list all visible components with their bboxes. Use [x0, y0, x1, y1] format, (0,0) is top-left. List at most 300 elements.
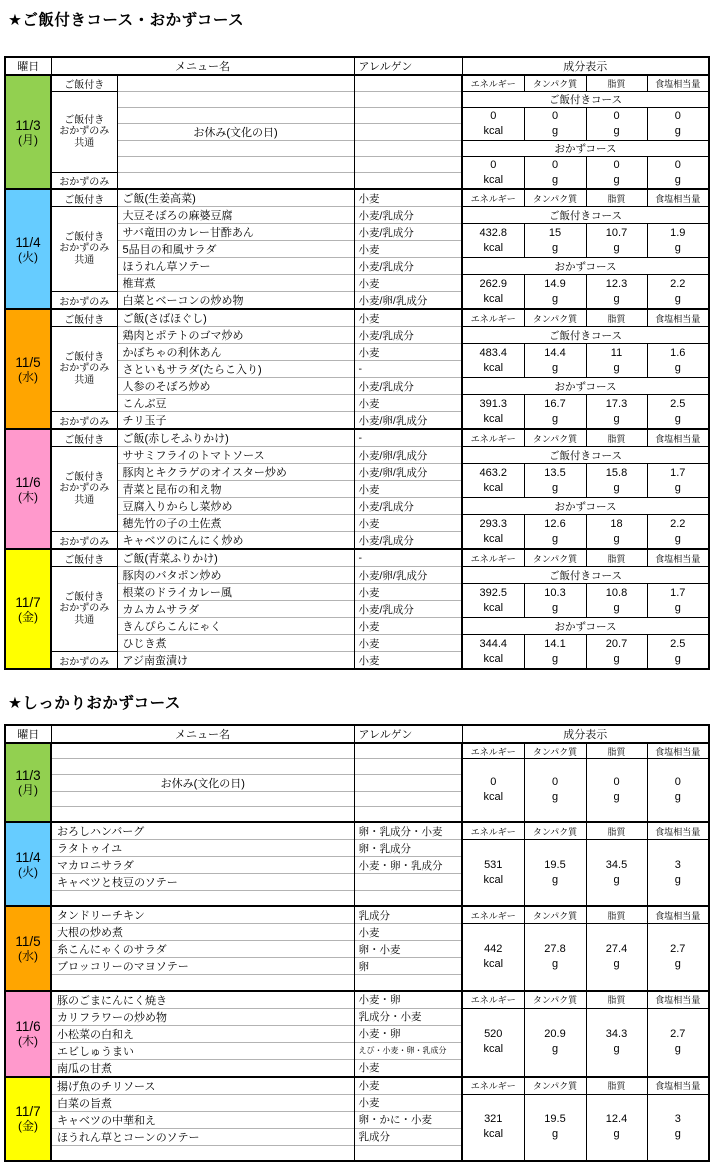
table-row: [5, 207, 709, 224]
value-unit: kcal: [483, 173, 504, 186]
nutrition-value-cell: [586, 840, 647, 907]
value-unit: g: [674, 532, 681, 545]
course1-label-cell: ご飯付きコース: [462, 567, 709, 584]
menu-cell: ご飯(生姜高菜): [117, 189, 354, 207]
menu-cell: [51, 759, 354, 775]
value-unit: g: [551, 791, 559, 804]
day-weekday: (水): [18, 369, 38, 384]
menu-cell: 大根の炒め煮: [51, 924, 354, 941]
menu-cell: ひじき煮: [117, 635, 354, 652]
table-row: [5, 429, 709, 447]
nutrition-value-cell: [647, 157, 709, 190]
nutrition-header-cell: タンパク質: [524, 743, 586, 759]
nutrition-value-cell: [462, 108, 524, 141]
allergen-cell: 卵・かに・小麦: [354, 1111, 462, 1128]
day-date: 11/5: [15, 354, 41, 370]
value-unit: kcal: [483, 958, 504, 971]
menu-cell: 人参のそぼろ炒め: [117, 378, 354, 395]
nutrition-value-cell: [524, 395, 586, 430]
day-weekday: (月): [18, 132, 38, 147]
table-row: [5, 1094, 709, 1111]
nutrition-value-cell: [524, 275, 586, 310]
value-unit: kcal: [483, 652, 504, 665]
value-unit: g: [613, 873, 620, 886]
category-cell-okazu: おかずのみ: [51, 652, 117, 670]
nutrition-header-cell: 食塩相当量: [647, 906, 709, 924]
holiday-cell: お休み(文化の日): [117, 124, 354, 141]
day-cell: [5, 822, 51, 906]
nutrition-value-cell: [647, 840, 709, 907]
nutrition-value-cell: [586, 759, 647, 823]
value-number: 293.3: [479, 517, 508, 530]
value-unit: g: [674, 652, 681, 665]
allergen-cell: -: [354, 549, 462, 567]
value-unit: g: [613, 292, 620, 305]
allergen-cell: 小麦: [354, 584, 462, 601]
value-number: 10.3: [544, 586, 566, 599]
table-row: [5, 1077, 709, 1095]
course2-label-cell: おかずコース: [462, 378, 709, 395]
nutrition-header-cell: エネルギー: [462, 189, 524, 207]
value-unit: g: [613, 241, 620, 254]
day-cell: [5, 1077, 51, 1161]
value-unit: g: [613, 601, 620, 614]
menu-cell: きんぴらこんにゃく: [117, 618, 354, 635]
menu-cell: ほうれん草とコーンのソテー: [51, 1128, 354, 1145]
day-weekday: (火): [18, 864, 38, 879]
value-unit: g: [674, 125, 681, 137]
allergen-cell: 小麦/卵/乳成分: [354, 412, 462, 430]
value-number: 0: [613, 776, 620, 789]
nutrition-header-cell: エネルギー: [462, 75, 524, 92]
course1-label-cell: ご飯付きコース: [462, 447, 709, 464]
nutrition-header-cell: タンパク質: [524, 822, 586, 840]
menu-cell: 糸こんにゃくのサラダ: [51, 941, 354, 958]
value-number: 531: [484, 858, 503, 871]
value-unit: kcal: [483, 125, 504, 137]
menu-cell: 豚のごまにんにく焼き: [51, 991, 354, 1009]
category-line: おかずのみ: [59, 603, 110, 615]
day-date: 11/5: [15, 934, 41, 950]
menu-cell: おろしハンバーグ: [51, 822, 354, 840]
allergen-cell: 卵・乳成分・小麦: [354, 822, 462, 840]
nutrition-value-cell: [462, 759, 524, 823]
value-number: 392.5: [479, 586, 508, 599]
value-unit: g: [613, 532, 620, 545]
nutrition-value-cell: [462, 1094, 524, 1161]
allergen-cell: 小麦: [354, 481, 462, 498]
value-unit: g: [613, 1128, 620, 1141]
menu-cell: 白菜の旨煮: [51, 1094, 354, 1111]
nutrition-value-cell: [586, 395, 647, 430]
value-number: 20.7: [605, 637, 628, 650]
course2-label-cell: おかずコース: [462, 498, 709, 515]
allergen-cell: 小麦: [354, 635, 462, 652]
nutrition-value-cell: [524, 515, 586, 550]
table-row: [5, 906, 709, 924]
category-cell-common: [51, 567, 117, 652]
nutrition-header-cell: 食塩相当量: [647, 822, 709, 840]
category-line: おかずのみ: [59, 483, 110, 495]
value-unit: g: [551, 125, 559, 137]
nutrition-value-cell: [647, 344, 709, 378]
table-row: [5, 743, 709, 759]
value-unit: g: [551, 361, 559, 374]
allergen-cell: [354, 759, 462, 775]
allergen-cell: 小麦・卵: [354, 991, 462, 1009]
value-number: 14.1: [544, 637, 566, 650]
day-date: 11/4: [15, 849, 41, 865]
allergen-cell: 小麦: [354, 344, 462, 361]
value-number: 2.5: [670, 397, 686, 410]
value-number: 1.7: [670, 466, 686, 479]
value-number: 0: [674, 110, 681, 122]
value-number: 520: [484, 1028, 503, 1041]
rice-okazu-course-table: [4, 56, 710, 670]
nutrition-value-cell: [524, 1008, 586, 1077]
day-cell: [5, 189, 51, 309]
value-number: 2.7: [670, 1028, 686, 1041]
table-row: [5, 822, 709, 840]
value-unit: g: [613, 1043, 620, 1056]
value-number: 20.9: [544, 1028, 566, 1041]
menu-cell: キャベツのにんにく炒め: [117, 532, 354, 550]
value-unit: kcal: [483, 791, 504, 804]
nutrition-value-cell: [647, 924, 709, 991]
nutrition-value-cell: [647, 464, 709, 498]
nutrition-value-cell: [462, 464, 524, 498]
value-unit: g: [674, 241, 681, 254]
value-unit: g: [674, 1128, 681, 1141]
day-cell: [5, 991, 51, 1077]
category-line: ご飯付き: [64, 114, 105, 126]
allergen-cell: [354, 141, 462, 157]
category-line: ご飯付き: [64, 351, 105, 363]
nutrition-value-cell: [586, 464, 647, 498]
nutrition-header-cell: タンパク質: [524, 906, 586, 924]
menu-cell: 根菜のドライカレー風: [117, 584, 354, 601]
menu-cell: [51, 791, 354, 807]
value-unit: g: [551, 1043, 559, 1056]
nutrition-header-cell: タンパク質: [524, 429, 586, 447]
nutrition-header-cell: エネルギー: [462, 309, 524, 327]
value-number: 3: [674, 858, 681, 871]
nutrition-value-cell: [462, 157, 524, 190]
menu-cell: 豆腐入りからし菜炒め: [117, 498, 354, 515]
course1-label-cell: ご飯付きコース: [462, 207, 709, 224]
value-unit: g: [551, 958, 559, 971]
menu-cell: ブロッコリーのマヨソテー: [51, 958, 354, 975]
allergen-cell: 小麦/乳成分: [354, 601, 462, 618]
menu-cell: 南瓜の甘煮: [51, 1059, 354, 1077]
value-number: 27.8: [544, 943, 566, 956]
allergen-cell: [354, 75, 462, 92]
category-line: 共通: [74, 494, 95, 506]
nutrition-header-cell: 食塩相当量: [647, 743, 709, 759]
nutrition-header-cell: 脂質: [586, 991, 647, 1009]
menu-cell: [117, 141, 354, 157]
nutrition-value-cell: [462, 515, 524, 550]
allergen-cell: [354, 157, 462, 173]
nutrition-header-cell: エネルギー: [462, 549, 524, 567]
allergen-cell: 小麦: [354, 652, 462, 670]
nutrition-value-cell: [586, 924, 647, 991]
value-number: 344.4: [479, 637, 508, 650]
nutrition-value-cell: [462, 224, 524, 258]
nutrition-header-cell: 食塩相当量: [647, 429, 709, 447]
allergen-cell: えび・小麦・卵・乳成分: [354, 1042, 462, 1059]
nutrition-value-cell: [462, 275, 524, 310]
nutrition-value-cell: [524, 157, 586, 190]
allergen-cell: [354, 791, 462, 807]
nutrition-header-cell: タンパク質: [524, 75, 586, 92]
table-row: [5, 189, 709, 207]
value-number: 0: [551, 776, 559, 789]
day-cell: [5, 549, 51, 669]
table-row: [5, 840, 709, 857]
table-row: [5, 549, 709, 567]
nutrition-header-cell: 食塩相当量: [647, 1077, 709, 1095]
table1-title: ★ご飯付きコース・おかずコース: [8, 12, 245, 29]
menu-cell: [117, 108, 354, 124]
value-unit: g: [674, 173, 681, 186]
menu-cell: こんぶ豆: [117, 395, 354, 412]
menu-cell: タンドリーチキン: [51, 906, 354, 924]
day-cell: [5, 429, 51, 549]
category-cell-rice: ご飯付き: [51, 189, 117, 207]
allergen-cell: 小麦/卵/乳成分: [354, 292, 462, 310]
nutrition-header-cell: 脂質: [586, 906, 647, 924]
allergen-cell: [354, 173, 462, 190]
allergen-cell: 小麦: [354, 1059, 462, 1077]
menu-cell: ラタトゥイユ: [51, 840, 354, 857]
menu-cell: カリフラワーの炒め物: [51, 1008, 354, 1025]
nutrition-value-cell: [524, 224, 586, 258]
table-row: [5, 57, 709, 75]
allergen-cell: 小麦: [354, 1094, 462, 1111]
value-unit: g: [674, 958, 681, 971]
value-number: 0: [613, 158, 620, 171]
value-number: 1.6: [670, 346, 686, 359]
day-cell: [5, 75, 51, 189]
nutrition-header-cell: エネルギー: [462, 991, 524, 1009]
menu-cell: 豚肉とキクラゲのオイスター炒め: [117, 464, 354, 481]
menu-cell: エビしゅうまい: [51, 1042, 354, 1059]
value-number: 2.5: [670, 637, 686, 650]
value-number: 442: [484, 943, 503, 956]
nutrition-value-cell: [524, 1094, 586, 1161]
value-number: 13.5: [544, 466, 566, 479]
shikkari-okazu-course-table: [4, 724, 710, 1162]
value-unit: g: [674, 361, 681, 374]
value-number: 0: [674, 776, 681, 789]
nutrition-header-cell: タンパク質: [524, 189, 586, 207]
allergen-cell: -: [354, 361, 462, 378]
value-number: 432.8: [479, 226, 508, 239]
value-number: 3: [674, 1113, 681, 1126]
menu-cell: ササミフライのトマトソース: [117, 447, 354, 464]
allergen-cell: 小麦: [354, 1077, 462, 1095]
menu-cell: カムカムサラダ: [117, 601, 354, 618]
allergen-cell: [354, 807, 462, 823]
allergen-cell: 小麦/乳成分: [354, 224, 462, 241]
table-row: [5, 991, 709, 1009]
nutrition-header-cell: 脂質: [586, 549, 647, 567]
allergen-cell: 卵・小麦: [354, 941, 462, 958]
table-row: [5, 1008, 709, 1025]
value-unit: g: [613, 652, 620, 665]
category-cell-okazu: おかずのみ: [51, 412, 117, 430]
nutrition-value-cell: [462, 635, 524, 670]
allergen-cell: [354, 975, 462, 991]
nutrition-value-cell: [462, 344, 524, 378]
allergen-cell: 乳成分: [354, 1128, 462, 1145]
value-number: 15: [548, 226, 562, 239]
value-number: 19.5: [544, 858, 566, 871]
value-unit: g: [674, 873, 681, 886]
allergen-cell: 乳成分: [354, 906, 462, 924]
menu-cell: さといもサラダ(たらこ入り): [117, 361, 354, 378]
nutrition-value-cell: [647, 1008, 709, 1077]
allergen-cell: [354, 891, 462, 907]
nutrition-value-cell: [647, 224, 709, 258]
nutrition-value-cell: [586, 1008, 647, 1077]
nutrition-header-cell: タンパク質: [524, 549, 586, 567]
nutrition-value-cell: [586, 635, 647, 670]
course2-label-cell: おかずコース: [462, 258, 709, 275]
allergen-cell: 小麦・卵・乳成分: [354, 857, 462, 874]
allergen-cell: 小麦: [354, 275, 462, 292]
menu-cell: チリ玉子: [117, 412, 354, 430]
value-number: 10.8: [605, 586, 628, 599]
table-row: [5, 759, 709, 775]
nutrition-header-cell: 脂質: [586, 1077, 647, 1095]
menu-cell: [51, 1145, 354, 1161]
nutrition-header-cell: 食塩相当量: [647, 991, 709, 1009]
value-number: 391.3: [479, 397, 508, 410]
menu-cell: [51, 891, 354, 907]
allergen-cell: [354, 124, 462, 141]
nutrition-header-cell: 食塩相当量: [647, 549, 709, 567]
table-row: [5, 567, 709, 584]
category-cell-rice: ご飯付き: [51, 309, 117, 327]
value-unit: g: [613, 173, 620, 186]
menu-cell: キャベツの中華和え: [51, 1111, 354, 1128]
nutrition-value-cell: [647, 1094, 709, 1161]
category-cell-common: [51, 447, 117, 532]
day-date: 11/6: [15, 1019, 41, 1035]
value-number: 0: [551, 110, 559, 122]
nutrition-header-cell: タンパク質: [524, 991, 586, 1009]
nutrition-value-cell: [462, 924, 524, 991]
nutrition-value-cell: [462, 840, 524, 907]
value-number: 17.3: [605, 397, 628, 410]
course2-label-cell: おかずコース: [462, 618, 709, 635]
value-unit: g: [674, 601, 681, 614]
day-weekday: (金): [18, 609, 38, 624]
value-unit: g: [551, 412, 559, 425]
nutrition-value-cell: [647, 759, 709, 823]
allergen-cell: 卵・乳成分: [354, 840, 462, 857]
value-number: 34.3: [605, 1028, 628, 1041]
category-line: 共通: [74, 614, 95, 626]
value-number: 16.7: [544, 397, 566, 410]
category-line: 共通: [74, 374, 95, 386]
menu-cell: ほうれん草ソテー: [117, 258, 354, 275]
nutrition-header-cell: 脂質: [586, 75, 647, 92]
allergen-cell: 小麦/卵/乳成分: [354, 567, 462, 584]
nutrition-header-cell: 脂質: [586, 743, 647, 759]
table-row: [5, 327, 709, 344]
value-unit: g: [551, 532, 559, 545]
table2-title: ★しっかりおかずコース: [8, 695, 181, 712]
allergen-cell: 小麦: [354, 515, 462, 532]
day-cell: [5, 743, 51, 822]
nutrition-header-cell: 食塩相当量: [647, 75, 709, 92]
day-weekday: (金): [18, 1119, 38, 1134]
value-number: 0: [551, 158, 559, 171]
nutrition-value-cell: [647, 584, 709, 618]
value-unit: kcal: [483, 601, 504, 614]
nutrition-value-cell: [647, 515, 709, 550]
nutrition-header-cell: 食塩相当量: [647, 309, 709, 327]
value-unit: kcal: [483, 873, 504, 886]
value-number: 12.4: [605, 1113, 628, 1126]
nutrition-value-cell: [462, 584, 524, 618]
value-number: 1.9: [670, 226, 686, 239]
menu-cell: [117, 157, 354, 173]
menu-cell: キャベツと枝豆のソテー: [51, 874, 354, 891]
value-unit: g: [674, 292, 681, 305]
value-unit: g: [613, 481, 620, 494]
nutrition-value-cell: [524, 108, 586, 141]
menu-cell: 大豆そぼろの麻婆豆腐: [117, 207, 354, 224]
value-unit: g: [551, 601, 559, 614]
allergen-cell: 小麦: [354, 241, 462, 258]
value-number: 463.2: [479, 466, 508, 479]
nutrition-value-cell: [524, 924, 586, 991]
allergen-cell: 小麦: [354, 309, 462, 327]
value-number: 19.5: [544, 1113, 566, 1126]
allergen-cell: [354, 874, 462, 891]
nutrition-value-cell: [647, 108, 709, 141]
nutrition-header-cell: エネルギー: [462, 429, 524, 447]
value-number: 0: [490, 110, 497, 122]
value-number: 2.2: [670, 277, 686, 290]
day-cell: [5, 309, 51, 429]
value-number: 483.4: [479, 346, 508, 359]
nutrition-value-cell: [647, 395, 709, 430]
value-number: 1.7: [670, 586, 686, 599]
menu-cell: 5品目の和風サラダ: [117, 241, 354, 258]
nutrition-value-cell: [462, 1008, 524, 1077]
menu-cell: [51, 807, 354, 823]
table-row: [5, 92, 709, 108]
value-unit: kcal: [483, 532, 504, 545]
allergen-cell: [354, 1145, 462, 1161]
value-unit: g: [613, 791, 620, 804]
nutrition-value-cell: [462, 395, 524, 430]
col-header-day: 曜日: [5, 725, 51, 743]
value-unit: kcal: [483, 481, 504, 494]
category-line: おかずのみ: [59, 243, 110, 255]
nutrition-value-cell: [524, 464, 586, 498]
col-header-menu: メニュー名: [51, 57, 354, 75]
allergen-cell: [354, 92, 462, 108]
nutrition-value-cell: [586, 1094, 647, 1161]
value-number: 15.8: [605, 466, 628, 479]
nutrition-value-cell: [586, 157, 647, 190]
